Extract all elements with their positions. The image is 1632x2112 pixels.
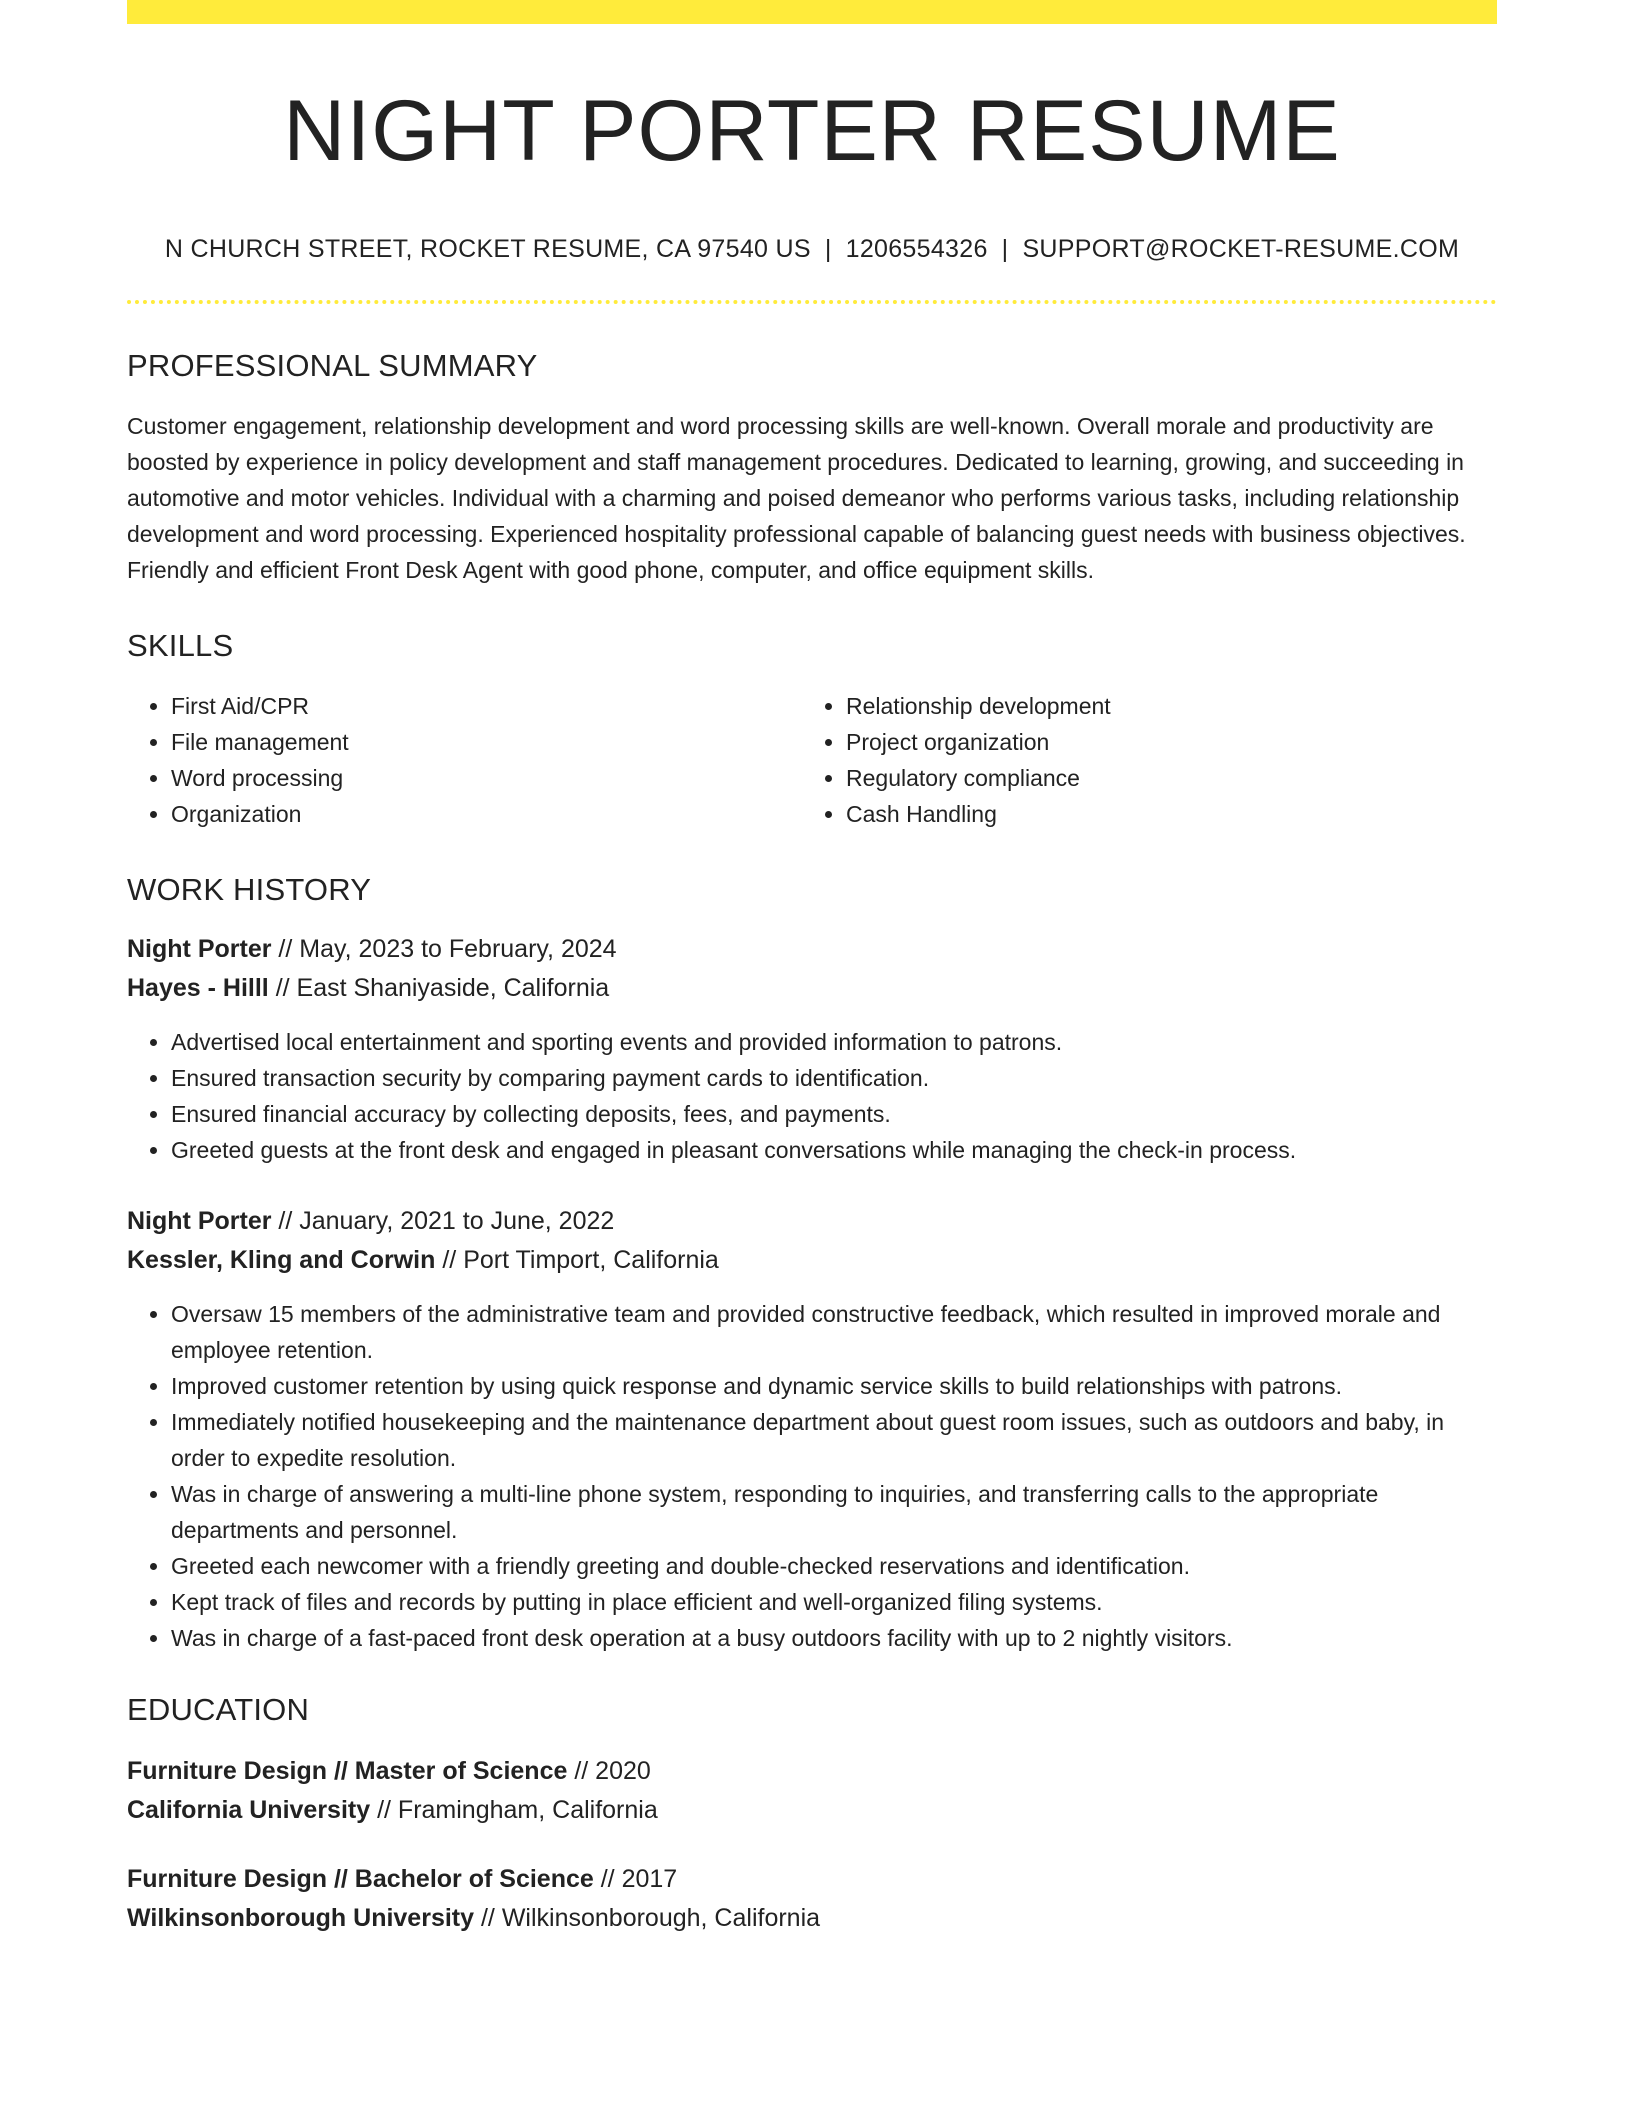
education-school: Wilkinsonborough University [127, 1903, 475, 1932]
contact-separator: | [1001, 234, 1009, 263]
job-bullet: • Ensured transaction security by comparing payment cards to identification. [171, 1060, 1497, 1096]
skill-item: • Regulatory compliance [846, 760, 1477, 796]
skill-item: • Project organization [846, 724, 1477, 760]
job-entry [127, 930, 1497, 1168]
resume-page [127, 0, 1497, 1938]
job-bullet: • Was in charge of a fast-paced front desk operation at a busy outdoors facility with up to 2 nightly visitors. [171, 1620, 1497, 1656]
skill-item: • File management [171, 724, 802, 760]
job-role: Night Porter [127, 934, 272, 963]
job-role: Night Porter [127, 1206, 272, 1235]
job-bullet: • Advertised local entertainment and sporting events and provided information to patrons. [171, 1024, 1497, 1060]
education-school-line [127, 1899, 1497, 1938]
job-company-line [127, 969, 1497, 1008]
education-school: California University [127, 1795, 371, 1824]
contact-separator: | [824, 234, 832, 263]
summary-text: Customer engagement, relationship development and word processing skills are well-known. Overall morale and productivity are boosted by experience in policy development and staff management procedures. Dedicated to learning, growing, and succeeding in automotive and motor vehicles. Individual with a charming and poised demeanor who performs various tasks, including relationship development and word processing. Experienced hospitality professional capable of balancing guest needs with business objectives. Friendly and efficient Front Desk Agent with good phone, computer, and office equipment skills. [127, 412, 1466, 583]
job-bullet: • Greeted each newcomer with a friendly greeting and double-checked reservations and identification. [171, 1548, 1497, 1584]
work-history-heading: WORK HISTORY [127, 871, 372, 907]
skill-item: • First Aid/CPR [171, 688, 802, 724]
dotted-divider [127, 300, 1497, 304]
job-bullet: • Improved customer retention by using quick response and dynamic service skills to build relationships with patrons. [171, 1368, 1497, 1404]
job-role-line [127, 1202, 1497, 1241]
education-location: // Wilkinsonborough, California [480, 1903, 821, 1932]
education-degree: Furniture Design // Master of Science [127, 1756, 568, 1785]
skill-item: • Cash Handling [846, 796, 1477, 832]
education-degree: Furniture Design // Bachelor of Science [127, 1864, 594, 1893]
job-company: Kessler, Kling and Corwin [127, 1245, 436, 1274]
education-heading: EDUCATION [127, 1691, 310, 1727]
education-entry [127, 1860, 1497, 1938]
resume-title: NIGHT PORTER RESUME [283, 83, 1341, 179]
contact-line [127, 235, 1497, 264]
email: SUPPORT@ROCKET-RESUME.COM [1022, 234, 1460, 263]
job-bullet: • Oversaw 15 members of the administrative team and provided constructive feedback, which resulted in improved morale and employee retention. [171, 1296, 1497, 1368]
education-degree-line [127, 1752, 1497, 1791]
job-dates: // January, 2021 to June, 2022 [278, 1206, 615, 1235]
phone: 1206554326 [845, 234, 988, 263]
education-year: // 2017 [600, 1864, 678, 1893]
job-bullets [127, 1024, 1497, 1168]
job-company: Hayes - Hilll [127, 973, 269, 1002]
job-company-line [127, 1241, 1497, 1280]
skills-column-right [802, 688, 1477, 832]
skills-column-left [127, 688, 802, 832]
address: N CHURCH STREET, ROCKET RESUME, CA 97540 US [164, 234, 811, 263]
job-bullet: • Ensured financial accuracy by collecting deposits, fees, and payments. [171, 1096, 1497, 1132]
education-degree-line [127, 1860, 1497, 1899]
top-accent-bar [127, 0, 1497, 24]
job-location: // East Shaniyaside, California [275, 973, 610, 1002]
skill-item: • Organization [171, 796, 802, 832]
skill-item: • Word processing [171, 760, 802, 796]
skill-item: • Relationship development [846, 688, 1477, 724]
job-bullets [127, 1296, 1497, 1656]
job-role-line [127, 930, 1497, 969]
skills-heading: SKILLS [127, 627, 234, 663]
job-bullet: • Greeted guests at the front desk and engaged in pleasant conversations while managing the check-in process. [171, 1132, 1497, 1168]
summary-heading: PROFESSIONAL SUMMARY [127, 347, 538, 383]
education-entry [127, 1752, 1497, 1830]
job-bullet: • Kept track of files and records by putting in place efficient and well-organized filing systems. [171, 1584, 1497, 1620]
education-location: // Framingham, California [377, 1795, 658, 1824]
job-bullet: • Immediately notified housekeeping and the maintenance department about guest room issues, such as outdoors and baby, in order to expedite resolution. [171, 1404, 1497, 1476]
education-school-line [127, 1791, 1497, 1830]
education-year: // 2020 [574, 1756, 651, 1785]
skills-list [127, 688, 1497, 832]
job-dates: // May, 2023 to February, 2024 [278, 934, 617, 963]
job-location: // Port Timport, California [442, 1245, 719, 1274]
job-entry [127, 1202, 1497, 1656]
job-bullet: • Was in charge of answering a multi-line phone system, responding to inquiries, and transferring calls to the appropriate departments and personnel. [171, 1476, 1497, 1548]
